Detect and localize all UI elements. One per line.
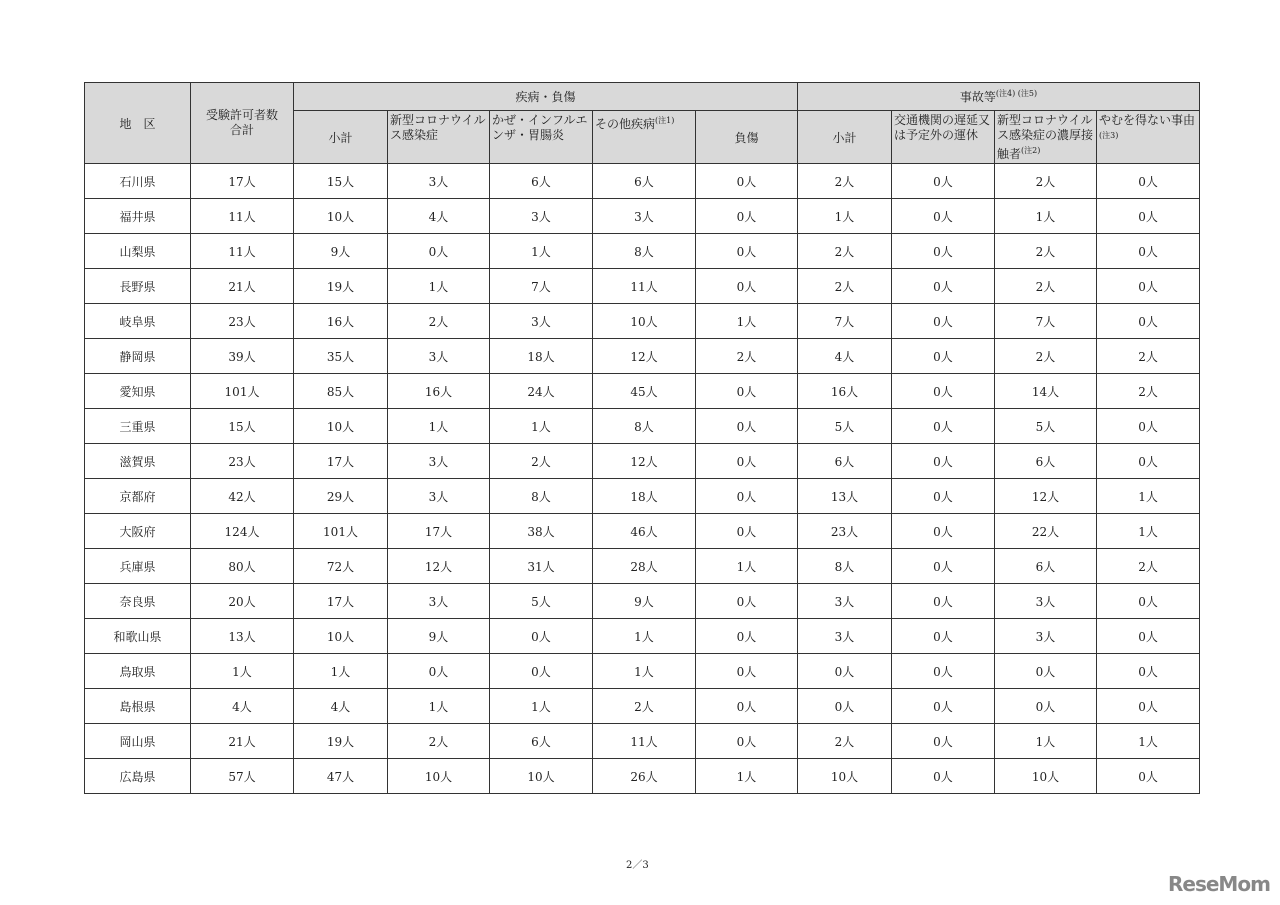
count-cell: 31人: [490, 549, 593, 584]
count-cell: 1人: [696, 759, 798, 794]
count-cell: 3人: [798, 619, 892, 654]
table-row: [85, 269, 1200, 304]
count-cell: 0人: [798, 654, 892, 689]
count-cell: 5人: [995, 409, 1097, 444]
count-cell: 2人: [593, 689, 696, 724]
count-cell: 0人: [1097, 304, 1200, 339]
count-cell: 11人: [593, 724, 696, 759]
count-cell: 0人: [892, 339, 995, 374]
count-cell: 5人: [490, 584, 593, 619]
count-cell: 0人: [892, 374, 995, 409]
count-cell: 4人: [798, 339, 892, 374]
count-cell: 0人: [1097, 689, 1200, 724]
header-unavoidable: やむを得ない事由$^{(注3)}$: [1097, 111, 1200, 164]
count-cell: 0人: [892, 409, 995, 444]
count-cell: 0人: [1097, 269, 1200, 304]
count-cell: 3人: [490, 304, 593, 339]
count-cell: 101人: [191, 374, 294, 409]
count-cell: 46人: [593, 514, 696, 549]
exam-absence-table: [84, 82, 1200, 794]
count-cell: 0人: [696, 444, 798, 479]
count-cell: 1人: [696, 304, 798, 339]
count-cell: 0人: [1097, 199, 1200, 234]
count-cell: 2人: [995, 164, 1097, 199]
count-cell: 14人: [995, 374, 1097, 409]
count-cell: 6人: [490, 164, 593, 199]
count-cell: 16人: [388, 374, 490, 409]
count-cell: 0人: [696, 269, 798, 304]
count-cell: 13人: [798, 479, 892, 514]
count-cell: 4人: [191, 689, 294, 724]
table-row: [85, 549, 1200, 584]
count-cell: 3人: [388, 164, 490, 199]
count-cell: 1人: [191, 654, 294, 689]
count-cell: 16人: [294, 304, 388, 339]
count-cell: 10人: [294, 409, 388, 444]
table-row: [85, 724, 1200, 759]
count-cell: 1人: [995, 724, 1097, 759]
count-cell: 9人: [294, 234, 388, 269]
count-cell: 10人: [294, 619, 388, 654]
count-cell: 0人: [892, 164, 995, 199]
count-cell: 0人: [696, 374, 798, 409]
count-cell: 2人: [995, 269, 1097, 304]
count-cell: 2人: [798, 724, 892, 759]
count-cell: 0人: [892, 584, 995, 619]
count-cell: 10人: [294, 199, 388, 234]
count-cell: 57人: [191, 759, 294, 794]
region-cell: 岐阜県: [85, 304, 191, 339]
count-cell: 0人: [388, 654, 490, 689]
count-cell: 21人: [191, 269, 294, 304]
count-cell: 6人: [490, 724, 593, 759]
table-row: [85, 199, 1200, 234]
count-cell: 1人: [798, 199, 892, 234]
region-cell: 大阪府: [85, 514, 191, 549]
count-cell: 0人: [1097, 234, 1200, 269]
count-cell: 0人: [1097, 444, 1200, 479]
count-cell: 20人: [191, 584, 294, 619]
count-cell: 0人: [1097, 654, 1200, 689]
count-cell: 101人: [294, 514, 388, 549]
count-cell: 0人: [696, 409, 798, 444]
count-cell: 2人: [1097, 339, 1200, 374]
count-cell: 29人: [294, 479, 388, 514]
region-cell: 京都府: [85, 479, 191, 514]
count-cell: 0人: [892, 199, 995, 234]
region-cell: 愛知県: [85, 374, 191, 409]
count-cell: 0人: [696, 619, 798, 654]
count-cell: 0人: [892, 514, 995, 549]
count-cell: 0人: [1097, 619, 1200, 654]
region-cell: 岡山県: [85, 724, 191, 759]
table-row: [85, 619, 1200, 654]
count-cell: 23人: [798, 514, 892, 549]
count-cell: 3人: [388, 339, 490, 374]
count-cell: 8人: [798, 549, 892, 584]
count-cell: 0人: [388, 234, 490, 269]
header-contact: 新型コロナウイルス感染症の濃厚接触者$^{(注2)}$: [995, 111, 1097, 164]
count-cell: 7人: [798, 304, 892, 339]
count-cell: 0人: [1097, 759, 1200, 794]
count-cell: 1人: [294, 654, 388, 689]
count-cell: 9人: [593, 584, 696, 619]
count-cell: 0人: [696, 654, 798, 689]
count-cell: 10人: [388, 759, 490, 794]
count-cell: 0人: [892, 549, 995, 584]
count-cell: 10人: [490, 759, 593, 794]
count-cell: 15人: [191, 409, 294, 444]
count-cell: 10人: [593, 304, 696, 339]
count-cell: 15人: [294, 164, 388, 199]
table-row: [85, 514, 1200, 549]
count-cell: 26人: [593, 759, 696, 794]
count-cell: 4人: [294, 689, 388, 724]
region-cell: 福井県: [85, 199, 191, 234]
count-cell: 1人: [1097, 514, 1200, 549]
table-row: [85, 304, 1200, 339]
region-cell: 奈良県: [85, 584, 191, 619]
count-cell: 1人: [593, 619, 696, 654]
count-cell: 0人: [892, 689, 995, 724]
region-cell: 広島県: [85, 759, 191, 794]
count-cell: 85人: [294, 374, 388, 409]
count-cell: 8人: [593, 409, 696, 444]
count-cell: 17人: [294, 584, 388, 619]
count-cell: 1人: [1097, 479, 1200, 514]
count-cell: 47人: [294, 759, 388, 794]
count-cell: 80人: [191, 549, 294, 584]
table-row: [85, 339, 1200, 374]
count-cell: 23人: [191, 304, 294, 339]
count-cell: 3人: [388, 479, 490, 514]
count-cell: 3人: [388, 584, 490, 619]
count-cell: 0人: [892, 304, 995, 339]
count-cell: 2人: [388, 304, 490, 339]
table-row: [85, 444, 1200, 479]
count-cell: 0人: [696, 724, 798, 759]
table-row: [85, 584, 1200, 619]
count-cell: 19人: [294, 269, 388, 304]
count-cell: 0人: [696, 584, 798, 619]
region-cell: 山梨県: [85, 234, 191, 269]
header-total: 受験許可者数合計: [191, 83, 294, 164]
table-body: [85, 164, 1200, 794]
header-other: その他疾病$^{(注1)}$: [593, 111, 696, 164]
header-injury: 負傷: [696, 111, 798, 164]
table-row: [85, 409, 1200, 444]
count-cell: 11人: [191, 199, 294, 234]
count-cell: 18人: [490, 339, 593, 374]
count-cell: 0人: [892, 234, 995, 269]
count-cell: 1人: [593, 654, 696, 689]
count-cell: 2人: [490, 444, 593, 479]
count-cell: 2人: [1097, 549, 1200, 584]
count-cell: 42人: [191, 479, 294, 514]
count-cell: 0人: [490, 619, 593, 654]
count-cell: 2人: [388, 724, 490, 759]
count-cell: 12人: [593, 444, 696, 479]
header-subtotal: 小計: [294, 111, 388, 164]
header-subtotal2: 小計: [798, 111, 892, 164]
region-cell: 石川県: [85, 164, 191, 199]
count-cell: 2人: [798, 234, 892, 269]
count-cell: 24人: [490, 374, 593, 409]
count-cell: 0人: [892, 479, 995, 514]
count-cell: 1人: [696, 549, 798, 584]
count-cell: 1人: [388, 269, 490, 304]
region-cell: 鳥取県: [85, 654, 191, 689]
count-cell: 3人: [798, 584, 892, 619]
count-cell: 0人: [892, 654, 995, 689]
count-cell: 9人: [388, 619, 490, 654]
count-cell: 0人: [892, 759, 995, 794]
page-number: 2／3: [626, 860, 649, 871]
count-cell: 0人: [892, 444, 995, 479]
region-cell: 三重県: [85, 409, 191, 444]
count-cell: 2人: [995, 234, 1097, 269]
count-cell: 38人: [490, 514, 593, 549]
count-cell: 0人: [696, 164, 798, 199]
table-row: [85, 164, 1200, 199]
count-cell: 2人: [696, 339, 798, 374]
count-cell: 45人: [593, 374, 696, 409]
header-region: 地 区: [85, 83, 191, 164]
count-cell: 0人: [696, 199, 798, 234]
count-cell: 72人: [294, 549, 388, 584]
count-cell: 1人: [490, 409, 593, 444]
header-illness-group: 疾病・負傷: [294, 83, 798, 111]
count-cell: 2人: [798, 164, 892, 199]
header-cold: かぜ・インフルエンザ・胃腸炎: [490, 111, 593, 164]
count-cell: 2人: [1097, 374, 1200, 409]
table-row: [85, 654, 1200, 689]
count-cell: 0人: [696, 514, 798, 549]
region-cell: 滋賀県: [85, 444, 191, 479]
count-cell: 3人: [593, 199, 696, 234]
resemom-logo: ReseMom: [1168, 872, 1270, 896]
count-cell: 7人: [995, 304, 1097, 339]
count-cell: 0人: [892, 619, 995, 654]
count-cell: 19人: [294, 724, 388, 759]
count-cell: 5人: [798, 409, 892, 444]
count-cell: 1人: [388, 409, 490, 444]
count-cell: 28人: [593, 549, 696, 584]
count-cell: 17人: [191, 164, 294, 199]
table-row: [85, 479, 1200, 514]
count-cell: 0人: [995, 654, 1097, 689]
table-row: [85, 689, 1200, 724]
count-cell: 0人: [696, 234, 798, 269]
count-cell: 0人: [892, 269, 995, 304]
count-cell: 39人: [191, 339, 294, 374]
region-cell: 静岡県: [85, 339, 191, 374]
count-cell: 22人: [995, 514, 1097, 549]
count-cell: 12人: [995, 479, 1097, 514]
count-cell: 0人: [1097, 409, 1200, 444]
count-cell: 6人: [798, 444, 892, 479]
count-cell: 4人: [388, 199, 490, 234]
count-cell: 3人: [388, 444, 490, 479]
count-cell: 35人: [294, 339, 388, 374]
count-cell: 13人: [191, 619, 294, 654]
count-cell: 0人: [490, 654, 593, 689]
count-cell: 0人: [696, 689, 798, 724]
count-cell: 124人: [191, 514, 294, 549]
count-cell: 3人: [490, 199, 593, 234]
header-accident-group: 事故等$^{(注4) (注5)}$: [798, 83, 1200, 111]
count-cell: 1人: [995, 199, 1097, 234]
count-cell: 17人: [294, 444, 388, 479]
count-cell: 0人: [798, 689, 892, 724]
count-cell: 3人: [995, 584, 1097, 619]
count-cell: 7人: [490, 269, 593, 304]
count-cell: 8人: [490, 479, 593, 514]
count-cell: 10人: [798, 759, 892, 794]
count-cell: 12人: [593, 339, 696, 374]
count-cell: 11人: [593, 269, 696, 304]
count-cell: 0人: [892, 724, 995, 759]
count-cell: 6人: [995, 444, 1097, 479]
count-cell: 1人: [388, 689, 490, 724]
count-cell: 18人: [593, 479, 696, 514]
count-cell: 17人: [388, 514, 490, 549]
count-cell: 1人: [1097, 724, 1200, 759]
count-cell: 8人: [593, 234, 696, 269]
count-cell: 1人: [490, 234, 593, 269]
count-cell: 3人: [995, 619, 1097, 654]
header-covid: 新型コロナウイルス感染症: [388, 111, 490, 164]
region-cell: 長野県: [85, 269, 191, 304]
count-cell: 2人: [798, 269, 892, 304]
count-cell: 0人: [696, 479, 798, 514]
count-cell: 12人: [388, 549, 490, 584]
table-row: [85, 759, 1200, 794]
header-transport: 交通機関の遅延又は予定外の運休: [892, 111, 995, 164]
table-row: [85, 374, 1200, 409]
count-cell: 6人: [995, 549, 1097, 584]
count-cell: 0人: [1097, 584, 1200, 619]
count-cell: 0人: [995, 689, 1097, 724]
count-cell: 23人: [191, 444, 294, 479]
count-cell: 6人: [593, 164, 696, 199]
count-cell: 21人: [191, 724, 294, 759]
region-cell: 和歌山県: [85, 619, 191, 654]
count-cell: 10人: [995, 759, 1097, 794]
count-cell: 16人: [798, 374, 892, 409]
region-cell: 兵庫県: [85, 549, 191, 584]
count-cell: 1人: [490, 689, 593, 724]
region-cell: 島根県: [85, 689, 191, 724]
count-cell: 2人: [995, 339, 1097, 374]
count-cell: 0人: [1097, 164, 1200, 199]
table-row: [85, 234, 1200, 269]
count-cell: 11人: [191, 234, 294, 269]
